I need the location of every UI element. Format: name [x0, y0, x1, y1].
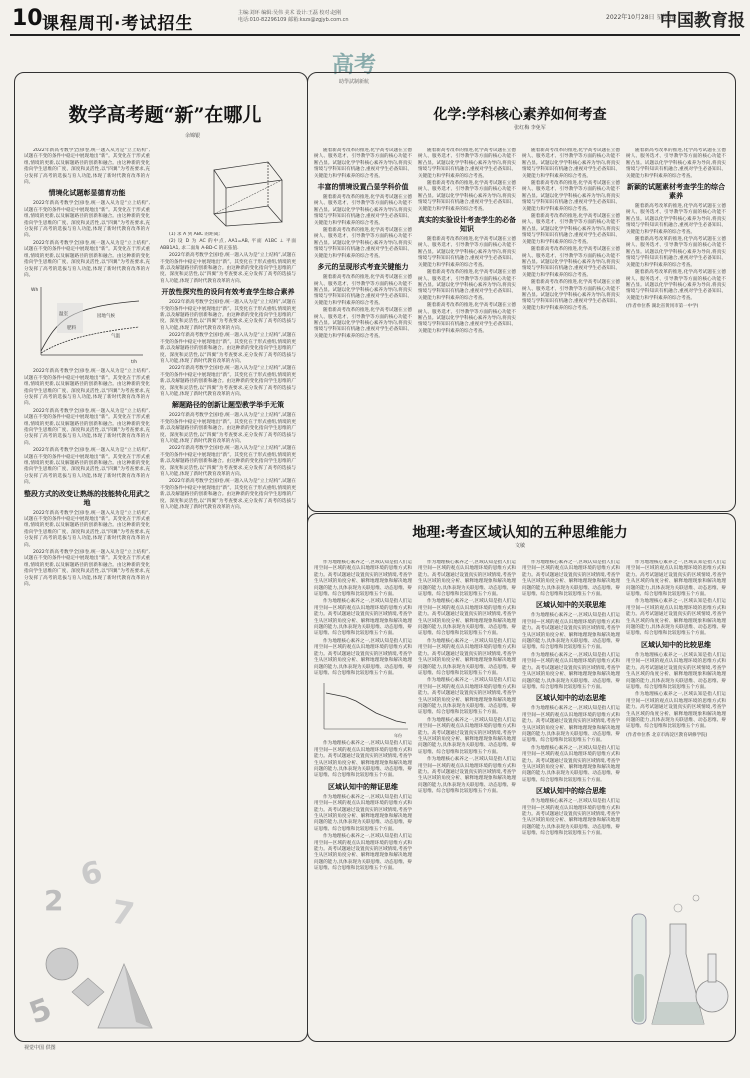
chem-paragraph: 随着新高考改革的推进,化学高考试题在立德树人、服务选才、引导教学等方面的核心功能不断凸显。试题以化学学科核心素养为导向,将真实情境与学科知识有机融合,重视对学生必备知识、关键能力和学科素养的综合考查。: [314, 308, 412, 339]
geo-article-title: 地理:考查区域认知的五种思维能力: [412, 525, 628, 541]
math-paragraph: 2022年新高考数学全国I卷,统一题入从为是“立上结构”,试题在不变的条件中稳定中展现地出“新”。其变化在于形式重组,情境的更新,以及解题路径的创新和融合。由这种新的变化指向学生思维的广度、深度和灵活性,以“四翼”为考查要求,充分发挥了高考的选拔与育人功能,体现了新时代教育改革的方向。: [160, 300, 296, 331]
math-paragraph: 2022年新高考数学全国I卷,统一题入从为是“立上结构”,试题在不变的条件中稳定中展现地出“新”。其变化在于形式重组,情境的更新,以及解题路径的创新和融合。由这种新的变化指向学生思维的广度、深度和灵活性,以“四翼”为考查要求,充分发挥了高考的选拔与育人功能,体现了新时代教育改革的方向。: [160, 366, 296, 397]
svg-text:6: 6: [77, 854, 107, 894]
geo-paragraph: 作为地理核心素养之一,区域认知是指人们运用空间—区域的观点认识地理环境的思维方式和能力。高考试题通过设置真实的区域情境,考查学生从区域的角度分析、解释地理现象和解决地理问题的能力,具体表现为关联思维、动态思维、辩证思维、综合思维和比较思维五个方面。: [314, 599, 412, 637]
meta-editors: 主编:刘环 编辑:吴伟 美术 设计:王磊 校对:赵刚: [238, 10, 342, 16]
chem-paragraph: 随着新高考改革的推进,化学高考试题在立德树人、服务选才、引导教学等方面的核心功能不断凸显。试题以化学学科核心素养为导向,将真实情境与学科知识有机融合,重视对学生必备知识、关键能力和学科素养的综合考查。: [522, 181, 620, 212]
math-paragraph: 2022年新高考数学全国I卷,统一题入从为是“立上结构”,试题在不变的条件中稳定中展现地出“新”。其变化在于形式重组,情境的更新,以及解题路径的创新和融合。由这种新的变化指向学生思维的广度、深度和灵活性,以“四翼”为考查要求,充分发挥了高考的选拔与育人功能,体现了新时代教育改革的方向。: [160, 413, 296, 444]
geo-paragraph: 作为地理核心素养之一,区域认知是指人们运用空间—区域的观点认识地理环境的思维方式和能力。高考试题通过设置真实的区域情境,考查学生从区域的角度分析、解释地理现象和解决地理问题的能力,具体表现为关联思维、动态思维、辩证思维、综合思维和比较思维五个方面。: [314, 794, 412, 832]
chem-subhead-2: 真实的实验设计考查学生的必备知识: [418, 216, 516, 234]
geo-paragraph: 作为地理核心素养之一,区域认知是指人们运用空间—区域的观点认识地理环境的思维方式和能力。高考试题通过设置真实的区域情境,考查学生从区域的角度分析、解释地理现象和解决地理问题的能力,具体表现为关联思维、动态思维、辩证思维、综合思维和比较思维五个方面。: [418, 678, 516, 716]
math-paragraph: 2022年新高考数学全国I卷,统一题入从为是“立上结构”,试题在不变的条件中稳定中展现地出“新”。其变化在于形式重组,情境的更新,以及解题路径的创新和融合。由这种新的变化指向学生思维的广度、深度和灵活性,以“四翼”为考查要求,充分发挥了高考的选拔与育人功能,体现了新时代教育改革的方向。: [24, 408, 150, 446]
chem-author-note: (作者单位系 湖北省黄冈市第一中学): [626, 304, 699, 310]
chem-paragraph: 随着新高考改革的推进,化学高考试题在立德树人、服务选才、引导教学等方面的核心功能不断凸显。试题以化学学科核心素养为导向,将真实情境与学科知识有机融合,重视对学生必备知识、关键能力和学科素养的综合考查。: [418, 303, 516, 334]
svg-text:7: 7: [108, 892, 138, 934]
math-subhead-3: 解题路径的创新让题型教学举手无策: [172, 401, 284, 410]
geo-subhead-2: 区域认知中的动态思维: [536, 694, 606, 703]
math-paragraph: 2022年新高考数学全国I卷,统一题入从为是“立上结构”,试题在不变的条件中稳定中展现地出“新”。其变化在于形式重组,情境的更新,以及解题路径的创新和融合。由这种新的变化指向学生思维的广度、深度和灵活性,以“四翼”为考查要求,充分发挥了高考的选拔与育人功能,体现了新时代教育改革的方向。: [160, 333, 296, 364]
lab-glassware-illustration: [626, 884, 730, 1034]
figure-caption-2: (2) 设 D 为 AC 的中点, AA1=AB, 平面 A1BC ⊥ 平面 ABB1A1, 求二面角 A-BD-C 的正弦值.: [160, 239, 296, 251]
geo-paragraph: 作为地理核心素养之一,区域认知是指人们运用空间—区域的观点认识地理环境的思维方式和能力。高考试题通过设置真实的区域情境,考查学生从区域的角度分析、解释地理现象和解决地理问题的能力,具体表现为关联思维、动态思维、辩证思维、综合思维和比较思维五个方面。: [522, 706, 620, 744]
geo-paragraph: 作为地理核心素养之一,区域认知是指人们运用空间—区域的观点认识地理环境的思维方式和能力。高考试题通过设置真实的区域情境,考查学生从区域的角度分析、解释地理现象和解决地理问题的能力,具体表现为关联思维、动态思维、辩证思维、综合思维和比较思维五个方面。: [314, 560, 412, 598]
geo-paragraph: 作为地理核心素养之一,区域认知是指人们运用空间—区域的观点认识地理环境的思维方式和能力。高考试题通过设置真实的区域情境,考查学生从区域的角度分析、解释地理现象和解决地理问题的能力,具体表现为关联思维、动态思维、辩证思维、综合思维和比较思维五个方面。: [522, 560, 620, 598]
math-paragraph: 2022年新高考数学全国I卷,统一题入从为是“立上结构”,试题在不变的条件中稳定中展现地出“新”。其变化在于形式重组,情境的更新,以及解题路径的创新和融合。由这种新的变化指向学生思维的广度、深度和灵活性,以“四翼”为考查要求,充分发挥了高考的选拔与育人功能,体现了新时代教育改革的方向。: [24, 510, 150, 548]
chem-paragraph: 随着新高考改革的推进,化学高考试题在立德树人、服务选才、引导教学等方面的核心功能不断凸显。试题以化学学科核心素养为导向,将真实情境与学科知识有机融合,重视对学生必备知识、关键能力和学科素养的综合考查。: [626, 237, 726, 268]
math-subhead-2: 开放性探究性的设问有效考查学生综合素养: [161, 288, 295, 297]
math-paragraph: 2022年新高考数学全国I卷,统一题入从为是“立上结构”,试题在不变的条件中稳定中展现地出“新”。其变化在于形式重组,情境的更新,以及解题路径的创新和融合。由这种新的变化指向学生思维的广度、深度和灵活性,以“四翼”为考查要求,充分发挥了高考的选拔与育人功能,体现了新时代教育改革的方向。: [24, 240, 150, 278]
geo-line-chart: [314, 679, 410, 739]
chart-x-axis-label: t/h: [131, 360, 138, 366]
geo-paragraph: 作为地理核心素养之一,区域认知是指人们运用空间—区域的观点认识地理环境的思维方式和能力。高考试题通过设置真实的区域情境,考查学生从区域的角度分析、解释地理现象和解决地理问题的能力,具体表现为关联思维、动态思维、辩证思维、综合思维和比较思维五个方面。: [522, 613, 620, 651]
math-paragraph: 2022年新高考数学全国I卷,统一题入从为是“立上结构”,试题在不变的条件中稳定中展现地出“新”。其变化在于形式重组,情境的更新,以及解题路径的创新和融合。由这种新的变化指向学生思维的广度、深度和灵活性,以“四翼”为考查要求,充分发挥了高考的选拔与育人功能,体现了新时代教育改革的方向。: [24, 550, 150, 588]
chem-paragraph: 随着新高考改革的推进,化学高考试题在立德树人、服务选才、引导教学等方面的核心功能不断凸显。试题以化学学科核心素养为导向,将真实情境与学科知识有机融合,重视对学生必备知识、关键能力和学科素养的综合考查。: [314, 148, 412, 179]
geo-column-2: [418, 560, 516, 1030]
math-paragraph: 2022年新高考数学全国I卷,统一题入从为是“立上结构”,试题在不变的条件中稳定中展现地出“新”。其变化在于形式重组,情境的更新,以及解题路径的创新和融合。由这种新的变化指向学生思维的广度、深度和灵活性,以“四翼”为考查要求,充分发挥了高考的选拔与育人功能,体现了新时代教育改革的方向。: [160, 479, 296, 511]
chem-paragraph: 随着新高考改革的推进,化学高考试题在立德树人、服务选才、引导教学等方面的核心功能不断凸显。试题以化学学科核心素养为导向,将真实情境与学科知识有机融合,重视对学生必备知识、关键能力和学科素养的综合考查。: [626, 270, 726, 301]
chem-paragraph: 随着新高考改革的推进,化学高考试题在立德树人、服务选才、引导教学等方面的核心功能不断凸显。试题以化学学科核心素养为导向,将真实情境与学科知识有机融合,重视对学生必备知识、关键能力和学科素养的综合考查。: [418, 148, 516, 179]
geo-paragraph: 作为地理核心素养之一,区域认知是指人们运用空间—区域的观点认识地理环境的思维方式和能力。高考试题通过设置真实的区域情境,考查学生从区域的角度分析、解释地理现象和解决地理问题的能力,具体表现为关联思维、动态思维、辩证思维、综合思维和比较思维五个方面。: [418, 560, 516, 598]
math-article-title: 数学高考题“新”在哪儿: [68, 104, 262, 126]
geo-subhead-5: 区域认知中的比较思维: [641, 640, 711, 649]
math-paragraph: 2022年新高考数学全国I卷,统一题入从为是“立上结构”,试题在不变的条件中稳定中展现地出“新”。其变化在于形式重组,情境的更新,以及解题路径的创新和融合。由这种新的变化指向学生思维的广度、深度和灵活性,以“四翼”为考查要求,充分发挥了高考的选拔与育人功能,体现了新时代教育改革的方向。: [160, 446, 296, 477]
badge-subtitle: 助學試制新航: [338, 79, 369, 85]
geo-paragraph: 作为地理核心素养之一,区域认知是指人们运用空间—区域的观点认识地理环境的思维方式和能力。高考试题通过设置真实的区域情境,考查学生从区域的角度分析、解释地理现象和解决地理问题的能力,具体表现为关联思维、动态思维、辩证思维、综合思维和比较思维五个方面。: [626, 599, 726, 637]
chem-paragraph: 随着新高考改革的推进,化学高考试题在立德树人、服务选才、引导教学等方面的核心功能不断凸显。试题以化学学科核心素养为导向,将真实情境与学科知识有机融合,重视对学生必备知识、关键能力和学科素养的综合考查。: [626, 148, 726, 179]
numbers-illustration: [24, 852, 156, 1032]
math-lead-paragraph: 2022年新高考数学全国I卷,统一题入从为是“立上结构”,试题在不变的条件中稳定中展现地出“新”。其变化在于形式重组,情境的更新,以及解题路径的创新和融合。由这种新的变化指向学生思维的广度、深度和灵活性,以“四翼”为考查要求,充分发挥了高考的选拔与育人功能,体现了新时代教育改革的方向。: [24, 148, 150, 186]
chem-paragraph: 随着新高考改革的推进,化学高考试题在立德树人、服务选才、引导教学等方面的核心功能不断凸显。试题以化学学科核心素养为导向,将真实情境与学科知识有机融合,重视对学生必备知识、关键能力和学科素养的综合考查。: [418, 270, 516, 301]
svg-text:5: 5: [24, 991, 57, 1032]
issue-date: 2022年10月28日 星期五: [606, 14, 675, 21]
svg-text:2: 2: [44, 884, 64, 917]
geo-paragraph: 作为地理核心素养之一,区域认知是指人们运用空间—区域的观点认识地理环境的思维方式和能力。高考试题通过设置真实的区域情境,考查学生从区域的角度分析、解释地理现象和解决地理问题的能力,具体表现为关联思维、动态思维、辩证思维、综合思维和比较思维五个方面。: [314, 638, 412, 676]
chem-paragraph: 随着新高考改革的推进,化学高考试题在立德树人、服务选才、引导教学等方面的核心功能不断凸显。试题以化学学科核心素养为导向,将真实情境与学科知识有机融合,重视对学生必备知识、关键能力和学科素养的综合考查。: [314, 195, 412, 226]
geo-column-3: [522, 560, 620, 1030]
math-paragraph: 2022年新高考数学全国I卷,统一题入从为是“立上结构”,试题在不变的条件中稳定中展现地出“新”。其变化在于形式重组,情境的更新,以及解题路径的创新和融合。由这种新的变化指向学生思维的广度、深度和灵活性,以“四翼”为考查要求,充分发挥了高考的选拔与育人功能,体现了新时代教育改革的方向。: [160, 253, 296, 284]
section-title: 课程周刊·考试招生: [42, 14, 194, 34]
newspaper-logo: 中国教育报: [660, 11, 745, 31]
math-paragraph: 2022年新高考数学全国I卷,统一题入从为是“立上结构”,试题在不变的条件中稳定中展现地出“新”。其变化在于形式重组,情境的更新,以及解题路径的创新和融合。由这种新的变化指向学生思维的广度、深度和灵活性,以“四翼”为考查要求,充分发挥了高考的选拔与育人功能,体现了新时代教育改革的方向。: [24, 448, 150, 486]
masthead-meta: [238, 10, 468, 24]
geo-subhead-1: 区域认知中的关联思维: [536, 601, 606, 610]
chem-paragraph: 随着新高考改革的推进,化学高考试题在立德树人、服务选才、引导教学等方面的核心功能不断凸显。试题以化学学科核心素养为导向,将真实情境与学科知识有机融合,重视对学生必备知识、关键能力和学科素养的综合考查。: [314, 228, 412, 259]
chem-subhead-1: 丰富的情境设置凸显学科价值: [317, 183, 409, 192]
geo-column-1: [314, 560, 412, 1030]
page-number: 10: [12, 6, 43, 31]
chart-label-4: 气温: [111, 334, 120, 340]
chem-paragraph: 随着新高考改革的推进,化学高考试题在立德树人、服务选才、引导教学等方面的核心功能不断凸显。试题以化学学科核心素养为导向,将真实情境与学科知识有机融合,重视对学生必备知识、关键能力和学科素养的综合考查。: [314, 275, 412, 306]
math-line-chart: [27, 281, 147, 367]
geo-paragraph: 作为地理核心素养之一,区域认知是指人们运用空间—区域的观点认识地理环境的思维方式和能力。高考试题通过设置真实的区域情境,考查学生从区域的角度分析、解释地理现象和解决地理问题的能力,具体表现为关联思维、动态思维、辩证思维、综合思维和比较思维五个方面。: [626, 692, 726, 730]
chem-subhead-4: 新颖的试题素材考查学生的综合素养: [627, 183, 725, 201]
geo-paragraph: 作为地理核心素养之一,区域认知是指人们运用空间—区域的观点认识地理环境的思维方式和能力。高考试题通过设置真实的区域情境,考查学生从区域的角度分析、解释地理现象和解决地理问题的能力,具体表现为关联思维、动态思维、辩证思维、综合思维和比较思维五个方面。: [522, 799, 620, 837]
masthead-divider: [10, 34, 740, 36]
geo-chart-axis-label: 年份: [394, 733, 402, 739]
chem-subhead-3: 多元的呈现形式考查关键能力: [317, 263, 409, 272]
geo-paragraph: 作为地理核心素养之一,区域认知是指人们运用空间—区域的观点认识地理环境的思维方式和能力。高考试题通过设置真实的区域情境,考查学生从区域的角度分析、解释地理现象和解决地理问题的能力,具体表现为关联思维、动态思维、辩证思维、综合思维和比较思维五个方面。: [418, 717, 516, 755]
geo-subhead-4: 区域认知中的综合思维: [536, 787, 606, 796]
geo-author-note: (作者单位系 北京市海淀区教育研修学院): [626, 732, 708, 738]
math-subhead-1: 情境化试题彰显德育功能: [48, 189, 126, 198]
meta-contact: 电话:010-82296109 邮箱:kszs@zgjyb.com.cn: [238, 17, 349, 23]
chart-label-1: 温室: [59, 312, 68, 318]
chem-column-4: [626, 148, 726, 500]
chem-article-title: 化学:学科核心素养如何考查: [433, 107, 607, 123]
badge-title: 高考: [331, 52, 376, 78]
chem-paragraph: 随着新高考改革的推进,化学高考试题在立德树人、服务选才、引导教学等方面的核心功能不断凸显。试题以化学学科核心素养为导向,将真实情境与学科知识有机融合,重视对学生必备知识、关键能力和学科素养的综合考查。: [522, 214, 620, 245]
image-credit: 视觉中国 供图: [24, 1045, 56, 1051]
chem-article-author: 张红梅 李免军: [514, 125, 546, 131]
chem-column-3: [522, 148, 620, 500]
math-paragraph: 2022年新高考数学全国I卷,统一题入从为是“立上结构”,试题在不变的条件中稳定中展现地出“新”。其变化在于形式重组,情境的更新,以及解题路径的创新和融合。由这种新的变化指向学生思维的广度、深度和灵活性,以“四翼”为考查要求,充分发挥了高考的选拔与育人功能,体现了新时代教育改革的方向。: [24, 369, 150, 407]
math-subhead-4: 整段方式的改变让熟练的技能转化用武之地: [24, 489, 150, 507]
geo-subhead-3: 区域认知中的辩证思维: [328, 782, 398, 791]
chart-y-axis-label: Wh: [31, 288, 39, 294]
chem-column-2: [418, 148, 516, 500]
geo-column-4: [626, 560, 726, 880]
geo-paragraph: 作为地理核心素养之一,区域认知是指人们运用空间—区域的观点认识地理环境的思维方式和能力。高考试题通过设置真实的区域情境,考查学生从区域的角度分析、解释地理现象和解决地理问题的能力,具体表现为关联思维、动态思维、辩证思维、综合思维和比较思维五个方面。: [626, 560, 726, 598]
chem-paragraph: 随着新高考改革的推进,化学高考试题在立德树人、服务选才、引导教学等方面的核心功能不断凸显。试题以化学学科核心素养为导向,将真实情境与学科知识有机融合,重视对学生必备知识、关键能力和学科素养的综合考查。: [522, 280, 620, 311]
geo-paragraph: 作为地理核心素养之一,区域认知是指人们运用空间—区域的观点认识地理环境的思维方式和能力。高考试题通过设置真实的区域情境,考查学生从区域的角度分析、解释地理现象和解决地理问题的能力,具体表现为关联思维、动态思维、辩证思维、综合思维和比较思维五个方面。: [418, 638, 516, 676]
math-column-2: [160, 232, 296, 922]
chem-paragraph: 随着新高考改革的推进,化学高考试题在立德树人、服务选才、引导教学等方面的核心功能不断凸显。试题以化学学科核心素养为导向,将真实情境与学科知识有机融合,重视对学生必备知识、关键能力和学科素养的综合考查。: [626, 204, 726, 235]
geo-paragraph: 作为地理核心素养之一,区域认知是指人们运用空间—区域的观点认识地理环境的思维方式和能力。高考试题通过设置真实的区域情境,考查学生从区域的角度分析、解释地理现象和解决地理问题的能力,具体表现为关联思维、动态思维、辩证思维、综合思维和比较思维五个方面。: [522, 745, 620, 783]
geo-paragraph: 作为地理核心素养之一,区域认知是指人们运用空间—区域的观点认识地理环境的思维方式和能力。高考试题通过设置真实的区域情境,考查学生从区域的角度分析、解释地理现象和解决地理问题的能力,具体表现为关联思维、动态思维、辩证思维、综合思维和比较思维五个方面。: [522, 652, 620, 690]
math-paragraph: 2022年新高考数学全国I卷,统一题入从为是“立上结构”,试题在不变的条件中稳定中展现地出“新”。其变化在于形式重组,情境的更新,以及解题路径的创新和融合。由这种新的变化指向学生思维的广度、深度和灵活性,以“四翼”为考查要求,充分发挥了高考的选拔与育人功能,体现了新时代教育改革的方向。: [24, 201, 150, 239]
geo-article-author: 文敏: [514, 543, 525, 549]
chem-column-1: [314, 148, 412, 500]
figure-caption-1: (1) 求 A 到 ABC 的距离;: [169, 232, 220, 237]
math-article-author: 余锦银: [184, 133, 200, 139]
geometry-figure: [196, 150, 296, 228]
chem-paragraph: 随着新高考改革的推进,化学高考试题在立德树人、服务选才、引导教学等方面的核心功能不断凸显。试题以化学学科核心素养为导向,将真实情境与学科知识有机融合,重视对学生必备知识、关键能力和学科素养的综合考查。: [522, 247, 620, 278]
geo-paragraph: 作为地理核心素养之一,区域认知是指人们运用空间—区域的观点认识地理环境的思维方式和能力。高考试题通过设置真实的区域情境,考查学生从区域的角度分析、解释地理现象和解决地理问题的能力,具体表现为关联思维、动态思维、辩证思维、综合思维和比较思维五个方面。: [626, 652, 726, 690]
chart-label-3: 园地气候: [97, 314, 115, 320]
chem-paragraph: 随着新高考改革的推进,化学高考试题在立德树人、服务选才、引导教学等方面的核心功能不断凸显。试题以化学学科核心素养为导向,将真实情境与学科知识有机融合,重视对学生必备知识、关键能力和学科素养的综合考查。: [418, 237, 516, 268]
chart-label-2: 肥料: [67, 326, 76, 332]
chem-paragraph: 随着新高考改革的推进,化学高考试题在立德树人、服务选才、引导教学等方面的核心功能不断凸显。试题以化学学科核心素养为导向,将真实情境与学科知识有机融合,重视对学生必备知识、关键能力和学科素养的综合考查。: [522, 148, 620, 179]
chem-paragraph: 随着新高考改革的推进,化学高考试题在立德树人、服务选才、引导教学等方面的核心功能不断凸显。试题以化学学科核心素养为导向,将真实情境与学科知识有机融合,重视对学生必备知识、关键能力和学科素养的综合考查。: [418, 181, 516, 212]
geo-paragraph: 作为地理核心素养之一,区域认知是指人们运用空间—区域的观点认识地理环境的思维方式和能力。高考试题通过设置真实的区域情境,考查学生从区域的角度分析、解释地理现象和解决地理问题的能力,具体表现为关联思维、动态思维、辩证思维、综合思维和比较思维五个方面。: [418, 757, 516, 795]
geo-paragraph: 作为地理核心素养之一,区域认知是指人们运用空间—区域的观点认识地理环境的思维方式和能力。高考试题通过设置真实的区域情境,考查学生从区域的角度分析、解释地理现象和解决地理问题的能力,具体表现为关联思维、动态思维、辩证思维、综合思维和比较思维五个方面。: [314, 834, 412, 872]
geo-paragraph: 作为地理核心素养之一,区域认知是指人们运用空间—区域的观点认识地理环境的思维方式和能力。高考试题通过设置真实的区域情境,考查学生从区域的角度分析、解释地理现象和解决地理问题的能力,具体表现为关联思维、动态思维、辩证思维、综合思维和比较思维五个方面。: [418, 599, 516, 637]
geo-paragraph: 作为地理核心素养之一,区域认知是指人们运用空间—区域的观点认识地理环境的思维方式和能力。高考试题通过设置真实的区域情境,考查学生从区域的角度分析、解释地理现象和解决地理问题的能力,具体表现为关联思维、动态思维、辩证思维、综合思维和比较思维五个方面。: [314, 741, 412, 779]
